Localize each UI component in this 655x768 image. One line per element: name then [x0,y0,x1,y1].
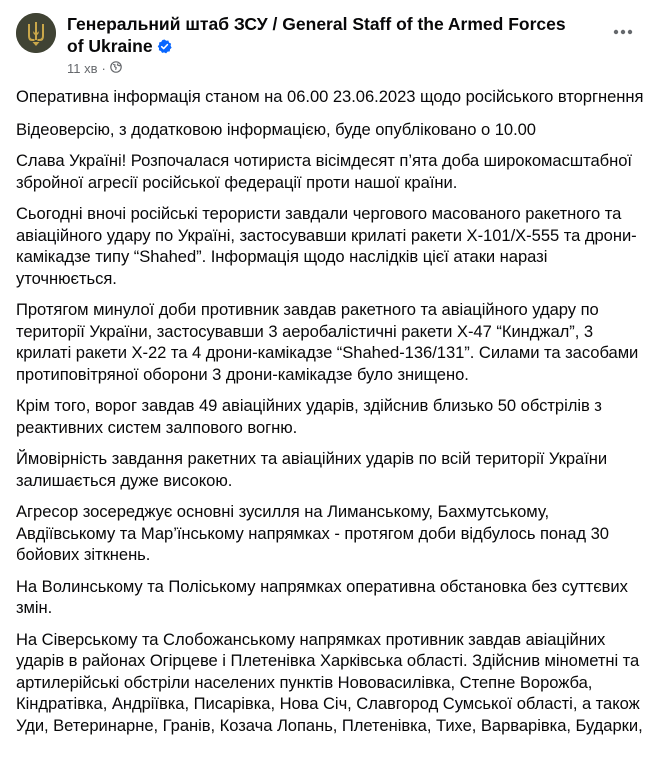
author-name-text[interactable]: Генеральний штаб ЗСУ / General Staff of the Armed Forces of Ukraine [67,14,566,56]
author-name[interactable] [67,13,582,59]
post-paragraph: Оперативна інформація станом на 06.00 23.06.2023 щодо російського вторгнення [16,87,644,106]
post-paragraph: Сьогодні вночі російські терористи завдали чергового масованого ракетного та авіаційного удару по Україні, застосувавши крилаті ракети Х-101/Х-555 та дрони-камікадзе типу “Shahed”. Інформація щодо наслідків цієї атаки наразі уточнюється. [16,204,637,288]
more-options-button[interactable] [609,22,637,42]
post-paragraph: Крім того, ворог завдав 49 авіаційних ударів, здійснив близько 50 обстрілів з реактивних систем залпового вогню. [16,396,602,437]
post-header [0,0,655,80]
more-options-icon [613,29,633,35]
post-paragraph: Ймовірність завдання ракетних та авіаційних ударів по всій території України залишається дуже високою. [16,449,608,490]
post-paragraph: На Сіверському та Слобожанському напрямках противник завдав авіаційних ударів в районах Огірцеве і Плетенівка Харківська області. Здійснив мінометні та артилерійські обстріли населених пунктів Нововасилівка, Степне Ворожба, Кіндратівка, Андріївка, Писарівка, Нова Січ, Славгород Сумської області, а також Уди, Ветеринарне, Гранів, Козача Лопань, Плетенівка, Тихе, Варварівка, Бударки, [16,629,643,735]
meta-separator: · [101,61,106,76]
post-timestamp[interactable]: 11 хв [67,61,98,76]
post-paragraph: Слава Україні! Розпочалася чотириста вісімдесят п’ята доба широкомасштабної збройної агресії російської федерації проти нашої країни. [16,151,632,192]
post-paragraph: На Волинському та Поліському напрямках оперативна обстановка без суттєвих змін. [16,576,628,617]
post-paragraph: Відеоверсію, з додатковою інформацією, буде опубліковано о 10.00 [16,119,536,139]
post-meta [67,61,122,77]
trident-emblem-icon [16,13,56,53]
post-body [16,86,646,746]
verified-badge-icon [157,37,172,59]
post-paragraph: Протягом минулої доби противник завдав ракетного та авіаційного удару по території України, застосувавши 3 аеробалістичні ракети Х-47 “Кинджал”, 3 крилаті ракети Х-22 та 4 дрони-камікадзе “Shahed-136/131”. Силами та засобами протиповітряної оборони 3 дрони-камікадзе було знищено. [16,300,639,384]
page-avatar[interactable] [16,13,56,53]
globe-icon[interactable] [110,61,122,77]
post-paragraph: Агресор зосереджує основні зусилля на Лиманському, Бахмутському, Авдіївському та Мар’їнському напрямках - протягом доби відбулось понад 30 бойових зіткнень. [16,502,609,564]
